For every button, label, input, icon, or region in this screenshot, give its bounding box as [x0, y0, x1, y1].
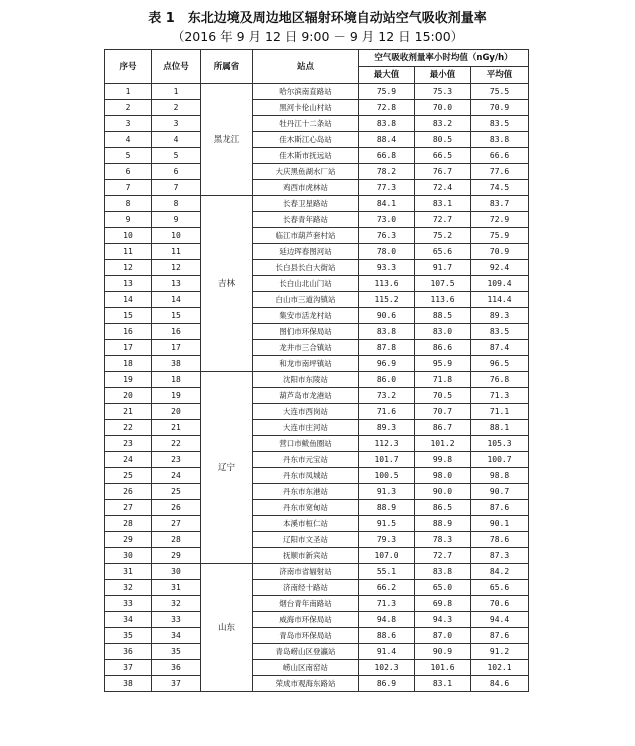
table-row [105, 436, 529, 452]
cell-avg: 83.5 [471, 116, 529, 132]
cell-station: 威海市环保局站 [253, 612, 359, 628]
cell-seq: 3 [105, 116, 152, 132]
cell-min: 83.2 [415, 116, 471, 132]
cell-point: 23 [152, 452, 201, 468]
cell-min: 95.9 [415, 356, 471, 372]
cell-station: 济南经十路站 [253, 580, 359, 596]
cell-max: 88.4 [359, 132, 415, 148]
cell-min: 76.7 [415, 164, 471, 180]
cell-min: 66.5 [415, 148, 471, 164]
cell-seq: 15 [105, 308, 152, 324]
cell-min: 71.8 [415, 372, 471, 388]
cell-max: 66.8 [359, 148, 415, 164]
cell-max: 66.2 [359, 580, 415, 596]
cell-avg: 92.4 [471, 260, 529, 276]
cell-point: 9 [152, 212, 201, 228]
cell-point: 29 [152, 548, 201, 564]
cell-avg: 71.3 [471, 388, 529, 404]
cell-avg: 105.3 [471, 436, 529, 452]
cell-province: 辽宁 [201, 372, 253, 564]
cell-seq: 20 [105, 388, 152, 404]
header-dose-group: 空气吸收剂量率小时均值（nGy/h） [359, 50, 529, 67]
table-row [105, 356, 529, 372]
cell-max: 113.6 [359, 276, 415, 292]
cell-seq: 33 [105, 596, 152, 612]
cell-point: 33 [152, 612, 201, 628]
table-row [105, 84, 529, 100]
table-row [105, 484, 529, 500]
table-row [105, 132, 529, 148]
cell-avg: 78.6 [471, 532, 529, 548]
cell-seq: 1 [105, 84, 152, 100]
cell-point: 14 [152, 292, 201, 308]
cell-max: 94.8 [359, 612, 415, 628]
cell-min: 90.0 [415, 484, 471, 500]
cell-avg: 89.3 [471, 308, 529, 324]
table-row [105, 660, 529, 676]
cell-max: 101.7 [359, 452, 415, 468]
cell-point: 17 [152, 340, 201, 356]
cell-station: 哈尔滨南直路站 [253, 84, 359, 100]
header-max: 最大值 [359, 67, 415, 84]
cell-avg: 87.6 [471, 500, 529, 516]
cell-max: 100.5 [359, 468, 415, 484]
cell-avg: 76.8 [471, 372, 529, 388]
cell-seq: 12 [105, 260, 152, 276]
cell-station: 营口市鲅鱼圈站 [253, 436, 359, 452]
cell-avg: 84.6 [471, 676, 529, 692]
cell-max: 107.0 [359, 548, 415, 564]
cell-seq: 14 [105, 292, 152, 308]
table-row [105, 372, 529, 388]
cell-station: 抚顺市新宾站 [253, 548, 359, 564]
cell-seq: 5 [105, 148, 152, 164]
cell-max: 71.3 [359, 596, 415, 612]
cell-max: 79.3 [359, 532, 415, 548]
table-row [105, 164, 529, 180]
cell-seq: 4 [105, 132, 152, 148]
cell-station: 长春青年路站 [253, 212, 359, 228]
cell-avg: 71.1 [471, 404, 529, 420]
cell-point: 22 [152, 436, 201, 452]
cell-point: 16 [152, 324, 201, 340]
cell-max: 86.0 [359, 372, 415, 388]
cell-min: 75.3 [415, 84, 471, 100]
cell-station: 荣成市观海东路站 [253, 676, 359, 692]
table-row [105, 228, 529, 244]
cell-avg: 88.1 [471, 420, 529, 436]
cell-station: 集安市活龙村站 [253, 308, 359, 324]
cell-seq: 13 [105, 276, 152, 292]
cell-station: 丹东市宽甸站 [253, 500, 359, 516]
table-row [105, 644, 529, 660]
cell-avg: 74.5 [471, 180, 529, 196]
cell-station: 佳木斯市抚远站 [253, 148, 359, 164]
cell-min: 86.7 [415, 420, 471, 436]
cell-station: 长白山北山门站 [253, 276, 359, 292]
cell-station: 辽阳市文圣站 [253, 532, 359, 548]
cell-max: 91.4 [359, 644, 415, 660]
table-row [105, 548, 529, 564]
cell-avg: 83.8 [471, 132, 529, 148]
table-row [105, 564, 529, 580]
cell-min: 78.3 [415, 532, 471, 548]
cell-max: 102.3 [359, 660, 415, 676]
table-row [105, 516, 529, 532]
table-row [105, 676, 529, 692]
cell-point: 25 [152, 484, 201, 500]
cell-avg: 77.6 [471, 164, 529, 180]
cell-point: 26 [152, 500, 201, 516]
cell-station: 龙井市三合镇站 [253, 340, 359, 356]
cell-point: 36 [152, 660, 201, 676]
cell-seq: 34 [105, 612, 152, 628]
table-row [105, 420, 529, 436]
table-row [105, 388, 529, 404]
table-row [105, 468, 529, 484]
cell-station: 沈阳市东陵站 [253, 372, 359, 388]
cell-station: 和龙市南坪镇站 [253, 356, 359, 372]
cell-seq: 30 [105, 548, 152, 564]
table-row [105, 260, 529, 276]
cell-station: 长春卫星路站 [253, 196, 359, 212]
cell-max: 78.2 [359, 164, 415, 180]
cell-min: 83.0 [415, 324, 471, 340]
cell-min: 86.6 [415, 340, 471, 356]
cell-station: 白山市三道沟镇站 [253, 292, 359, 308]
cell-point: 21 [152, 420, 201, 436]
table-row [105, 116, 529, 132]
cell-avg: 70.6 [471, 596, 529, 612]
cell-avg: 87.4 [471, 340, 529, 356]
cell-station: 崂山区南窑站 [253, 660, 359, 676]
table-body [105, 84, 529, 692]
cell-station: 大庆黑鱼湖水厂站 [253, 164, 359, 180]
cell-seq: 37 [105, 660, 152, 676]
cell-point: 27 [152, 516, 201, 532]
cell-max: 78.0 [359, 244, 415, 260]
cell-point: 34 [152, 628, 201, 644]
header-avg: 平均值 [471, 67, 529, 84]
table-row [105, 180, 529, 196]
cell-min: 88.5 [415, 308, 471, 324]
cell-point: 15 [152, 308, 201, 324]
cell-max: 72.8 [359, 100, 415, 116]
header-seq: 序号 [105, 50, 152, 84]
table-row [105, 308, 529, 324]
cell-point: 6 [152, 164, 201, 180]
cell-min: 69.8 [415, 596, 471, 612]
cell-min: 72.4 [415, 180, 471, 196]
table-row [105, 612, 529, 628]
table-row [105, 500, 529, 516]
cell-min: 83.1 [415, 196, 471, 212]
cell-station: 葫芦岛市龙港站 [253, 388, 359, 404]
cell-min: 80.5 [415, 132, 471, 148]
cell-max: 90.6 [359, 308, 415, 324]
cell-max: 115.2 [359, 292, 415, 308]
cell-min: 86.5 [415, 500, 471, 516]
cell-max: 76.3 [359, 228, 415, 244]
cell-point: 4 [152, 132, 201, 148]
cell-avg: 109.4 [471, 276, 529, 292]
cell-min: 72.7 [415, 548, 471, 564]
table-row [105, 532, 529, 548]
cell-seq: 29 [105, 532, 152, 548]
cell-station: 烟台青年南路站 [253, 596, 359, 612]
cell-max: 83.8 [359, 116, 415, 132]
cell-min: 98.0 [415, 468, 471, 484]
cell-avg: 96.5 [471, 356, 529, 372]
cell-seq: 26 [105, 484, 152, 500]
cell-max: 83.8 [359, 324, 415, 340]
cell-seq: 19 [105, 372, 152, 388]
table-row [105, 276, 529, 292]
cell-avg: 90.1 [471, 516, 529, 532]
table-row [105, 100, 529, 116]
cell-avg: 75.9 [471, 228, 529, 244]
cell-point: 37 [152, 676, 201, 692]
cell-seq: 2 [105, 100, 152, 116]
cell-avg: 72.9 [471, 212, 529, 228]
cell-max: 73.2 [359, 388, 415, 404]
cell-min: 101.6 [415, 660, 471, 676]
header-station: 站点 [253, 50, 359, 84]
cell-max: 71.6 [359, 404, 415, 420]
cell-avg: 90.7 [471, 484, 529, 500]
cell-station: 长白县长白大街站 [253, 260, 359, 276]
cell-seq: 25 [105, 468, 152, 484]
cell-min: 107.5 [415, 276, 471, 292]
cell-station: 大连市庄河站 [253, 420, 359, 436]
cell-province: 吉林 [201, 196, 253, 372]
cell-point: 7 [152, 180, 201, 196]
table-row [105, 580, 529, 596]
cell-max: 75.9 [359, 84, 415, 100]
cell-max: 86.9 [359, 676, 415, 692]
table-title: 表 1 东北边境及周边地区辐射环境自动站空气吸收剂量率 [148, 11, 487, 26]
cell-seq: 31 [105, 564, 152, 580]
cell-station: 青岛崂山区登瀛站 [253, 644, 359, 660]
cell-seq: 36 [105, 644, 152, 660]
cell-avg: 83.7 [471, 196, 529, 212]
cell-min: 75.2 [415, 228, 471, 244]
cell-avg: 87.3 [471, 548, 529, 564]
cell-seq: 21 [105, 404, 152, 420]
cell-max: 93.3 [359, 260, 415, 276]
cell-seq: 27 [105, 500, 152, 516]
cell-avg: 98.8 [471, 468, 529, 484]
header-point: 点位号 [152, 50, 201, 84]
table-row [105, 324, 529, 340]
cell-min: 88.9 [415, 516, 471, 532]
cell-station: 佳木斯江心岛站 [253, 132, 359, 148]
cell-avg: 70.9 [471, 100, 529, 116]
cell-station: 大连市西岗站 [253, 404, 359, 420]
cell-seq: 8 [105, 196, 152, 212]
cell-station: 鸡西市虎林站 [253, 180, 359, 196]
table-row [105, 340, 529, 356]
cell-min: 87.0 [415, 628, 471, 644]
cell-seq: 35 [105, 628, 152, 644]
cell-seq: 11 [105, 244, 152, 260]
cell-station: 丹东市东港站 [253, 484, 359, 500]
cell-station: 青岛市环保局站 [253, 628, 359, 644]
cell-seq: 16 [105, 324, 152, 340]
cell-seq: 23 [105, 436, 152, 452]
header-min: 最小值 [415, 67, 471, 84]
cell-station: 图们市环保局站 [253, 324, 359, 340]
cell-max: 112.3 [359, 436, 415, 452]
cell-max: 88.9 [359, 500, 415, 516]
cell-point: 24 [152, 468, 201, 484]
cell-point: 11 [152, 244, 201, 260]
cell-seq: 28 [105, 516, 152, 532]
cell-avg: 83.5 [471, 324, 529, 340]
cell-max: 87.8 [359, 340, 415, 356]
cell-avg: 84.2 [471, 564, 529, 580]
cell-max: 88.6 [359, 628, 415, 644]
cell-min: 65.0 [415, 580, 471, 596]
cell-seq: 32 [105, 580, 152, 596]
cell-point: 8 [152, 196, 201, 212]
cell-min: 90.9 [415, 644, 471, 660]
cell-avg: 66.6 [471, 148, 529, 164]
cell-point: 31 [152, 580, 201, 596]
cell-min: 70.0 [415, 100, 471, 116]
table-row [105, 596, 529, 612]
table-row [105, 148, 529, 164]
cell-max: 89.3 [359, 420, 415, 436]
cell-seq: 7 [105, 180, 152, 196]
table-row [105, 292, 529, 308]
cell-point: 30 [152, 564, 201, 580]
cell-seq: 22 [105, 420, 152, 436]
cell-max: 96.9 [359, 356, 415, 372]
cell-point: 3 [152, 116, 201, 132]
table-row [105, 212, 529, 228]
cell-min: 65.6 [415, 244, 471, 260]
cell-seq: 38 [105, 676, 152, 692]
cell-avg: 102.1 [471, 660, 529, 676]
cell-min: 91.7 [415, 260, 471, 276]
cell-min: 83.8 [415, 564, 471, 580]
cell-avg: 75.5 [471, 84, 529, 100]
cell-min: 83.1 [415, 676, 471, 692]
cell-point: 10 [152, 228, 201, 244]
cell-max: 91.5 [359, 516, 415, 532]
table-subtitle: （2016 年 9 月 12 日 9:00 － 9 月 12 日 15:00） [171, 29, 464, 44]
cell-point: 19 [152, 388, 201, 404]
cell-point: 2 [152, 100, 201, 116]
cell-station: 丹东市元宝站 [253, 452, 359, 468]
table-row [105, 244, 529, 260]
cell-seq: 10 [105, 228, 152, 244]
cell-seq: 6 [105, 164, 152, 180]
cell-station: 延边珲春图河站 [253, 244, 359, 260]
cell-avg: 70.9 [471, 244, 529, 260]
cell-min: 70.7 [415, 404, 471, 420]
cell-point: 1 [152, 84, 201, 100]
cell-point: 20 [152, 404, 201, 420]
cell-seq: 24 [105, 452, 152, 468]
cell-point: 32 [152, 596, 201, 612]
cell-max: 91.3 [359, 484, 415, 500]
cell-point: 38 [152, 356, 201, 372]
cell-max: 73.0 [359, 212, 415, 228]
cell-min: 113.6 [415, 292, 471, 308]
table-row [105, 196, 529, 212]
cell-seq: 18 [105, 356, 152, 372]
cell-province: 山东 [201, 564, 253, 692]
table-row [105, 628, 529, 644]
cell-avg: 94.4 [471, 612, 529, 628]
cell-avg: 91.2 [471, 644, 529, 660]
cell-station: 济南市省辐射站 [253, 564, 359, 580]
cell-province: 黑龙江 [201, 84, 253, 196]
cell-seq: 17 [105, 340, 152, 356]
cell-point: 13 [152, 276, 201, 292]
cell-avg: 100.7 [471, 452, 529, 468]
cell-seq: 9 [105, 212, 152, 228]
table-row [105, 404, 529, 420]
cell-avg: 87.6 [471, 628, 529, 644]
cell-min: 99.8 [415, 452, 471, 468]
cell-max: 84.1 [359, 196, 415, 212]
cell-point: 18 [152, 372, 201, 388]
header-province: 所属省 [201, 50, 253, 84]
cell-min: 101.2 [415, 436, 471, 452]
cell-max: 55.1 [359, 564, 415, 580]
cell-point: 5 [152, 148, 201, 164]
cell-station: 丹东市凤城站 [253, 468, 359, 484]
cell-avg: 65.6 [471, 580, 529, 596]
radiation-dose-table [104, 49, 529, 692]
cell-station: 黑河卡伦山村站 [253, 100, 359, 116]
cell-station: 本溪市桓仁站 [253, 516, 359, 532]
table-row [105, 452, 529, 468]
cell-min: 70.5 [415, 388, 471, 404]
cell-min: 94.3 [415, 612, 471, 628]
cell-min: 72.7 [415, 212, 471, 228]
cell-point: 35 [152, 644, 201, 660]
cell-max: 77.3 [359, 180, 415, 196]
cell-point: 12 [152, 260, 201, 276]
cell-station: 牡丹江十二条站 [253, 116, 359, 132]
cell-avg: 114.4 [471, 292, 529, 308]
cell-station: 临江市葫芦套村站 [253, 228, 359, 244]
cell-point: 28 [152, 532, 201, 548]
